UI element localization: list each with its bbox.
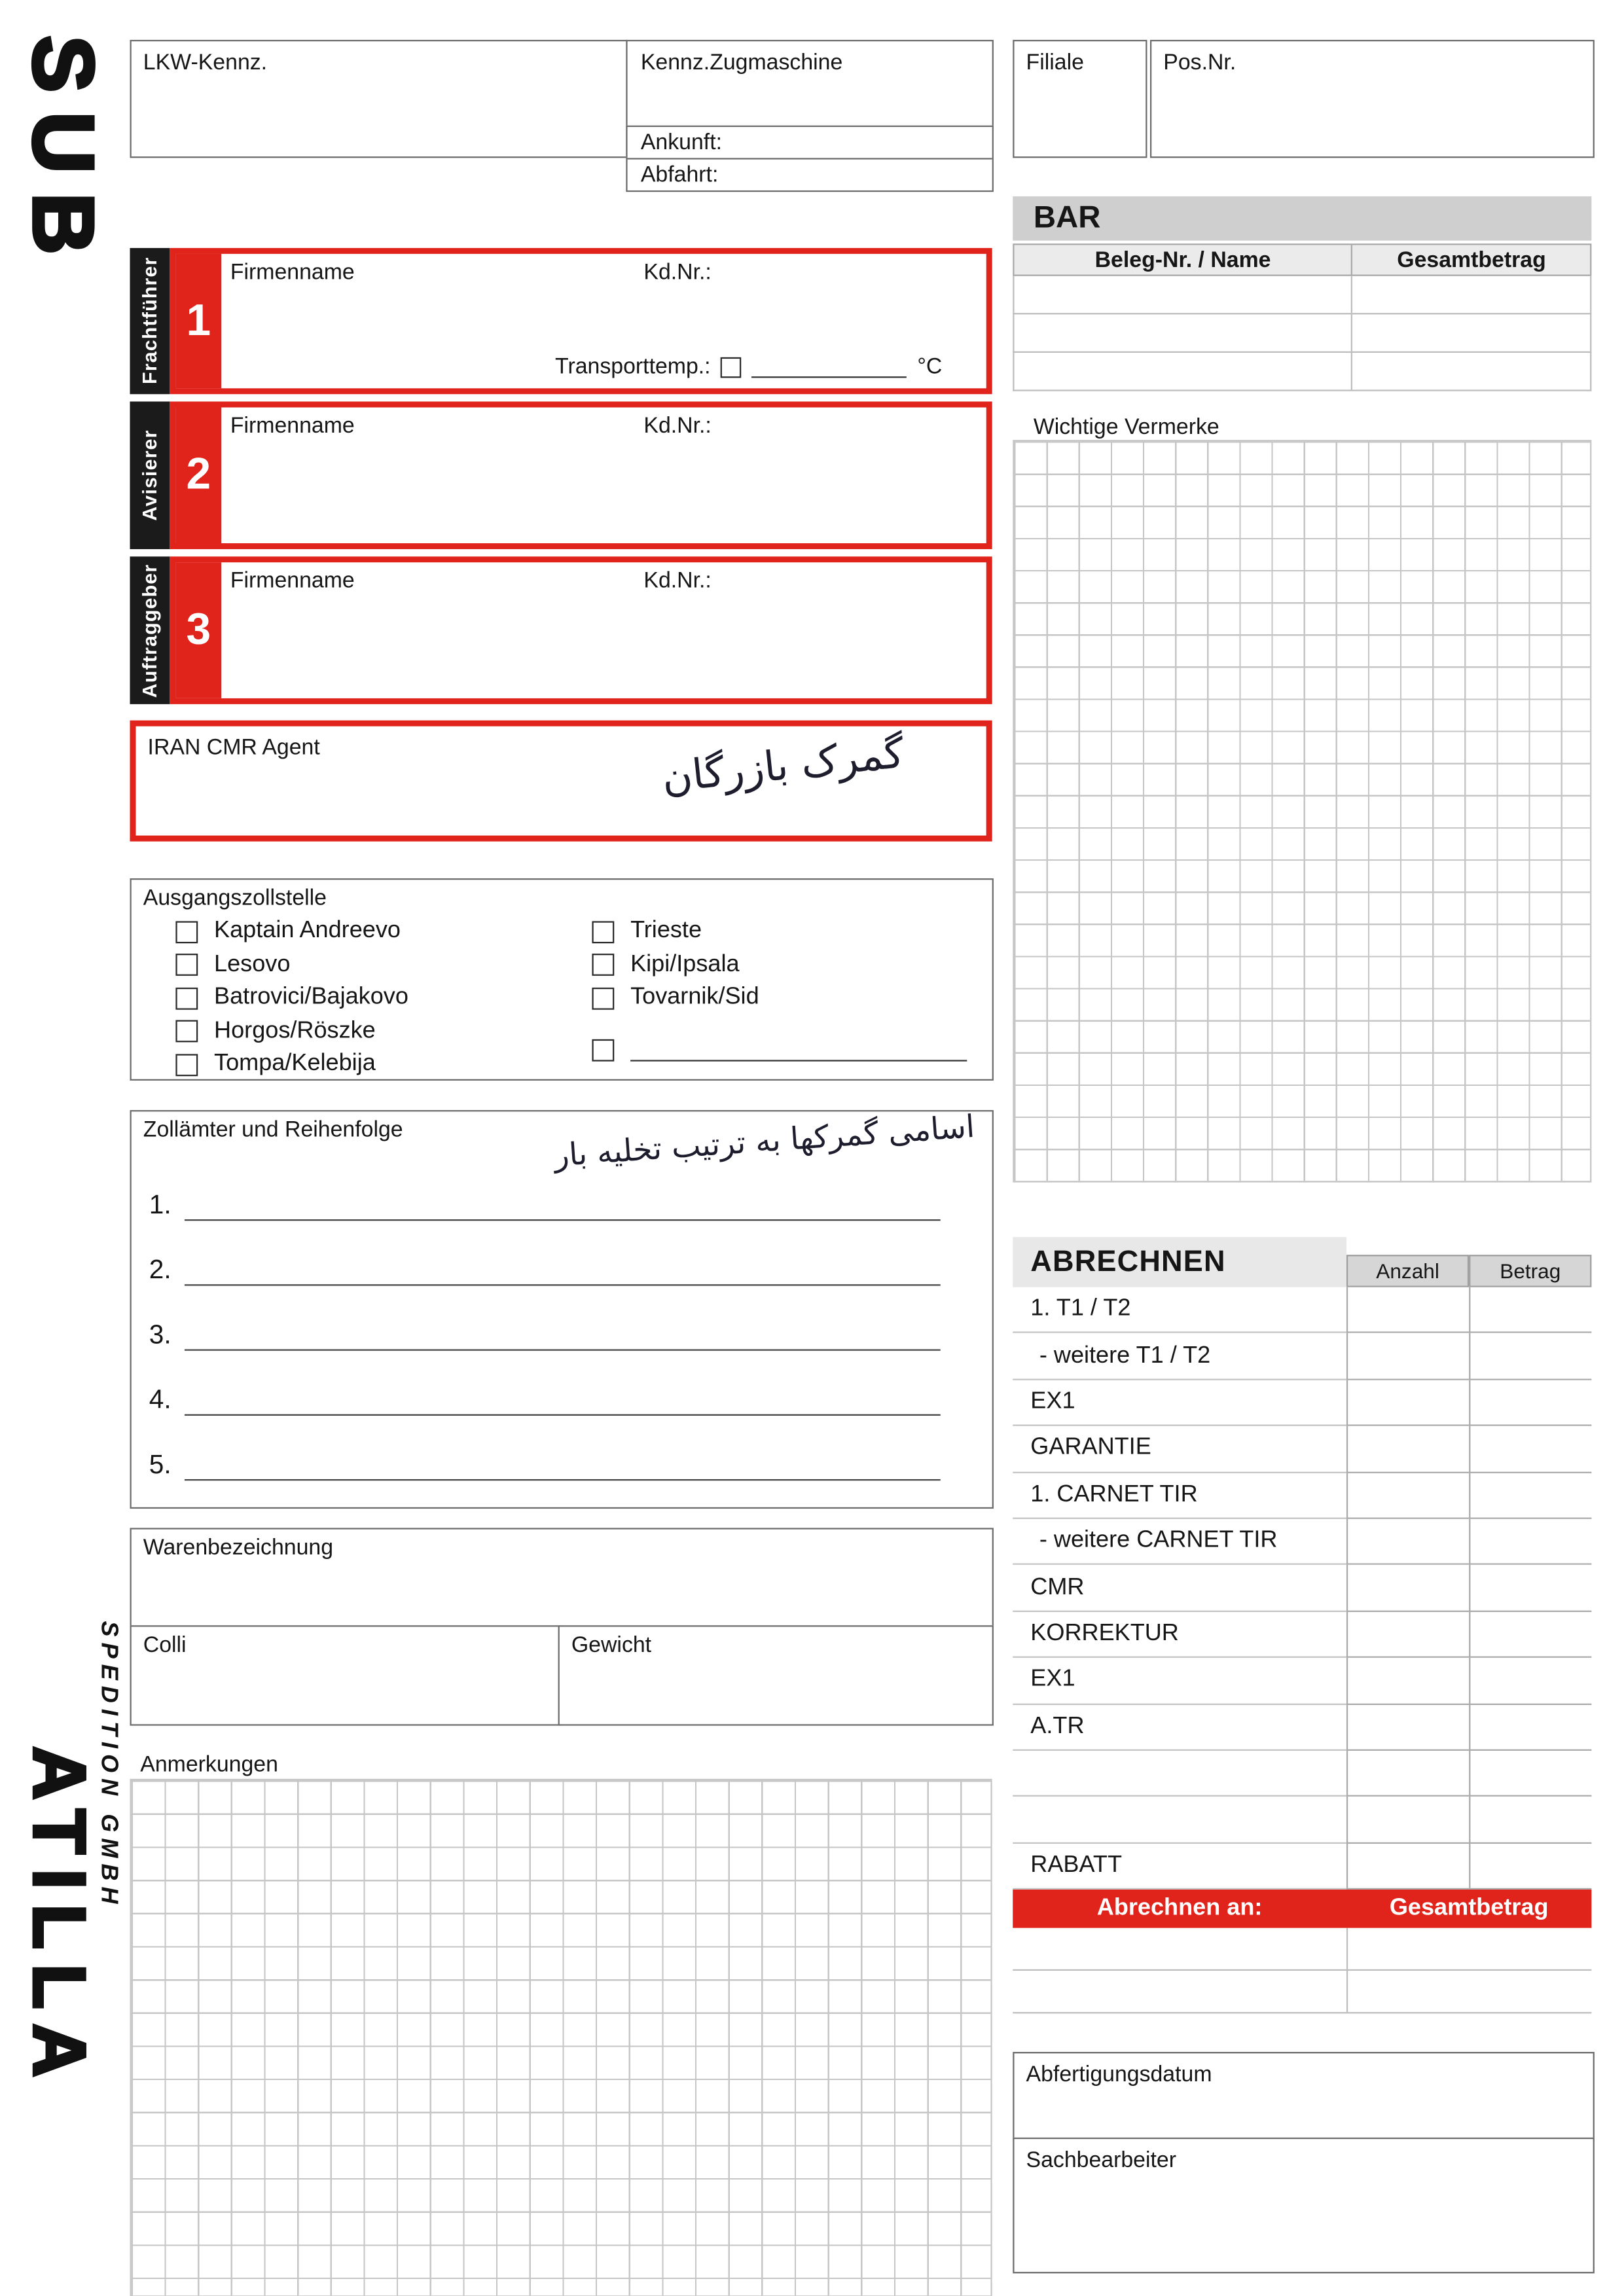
kdnr-label: Kd.Nr.: [643,568,712,594]
abrechnen-row [1013,1334,1591,1380]
gesamtbetrag-header: Gesamtbetrag [1352,245,1590,274]
checkbox-option-other [592,1034,967,1067]
bar-section-header [1013,196,1591,241]
frachtfuehrer-strip [130,248,170,394]
checkbox-label: Batrovici/Bajakovo [214,984,408,1011]
gesamtbetrag-cell[interactable] [1346,1971,1591,2012]
checkbox-option [175,1048,408,1081]
abrechnen-row-label: A.TR [1013,1704,1346,1751]
filiale-label: Filiale [1026,50,1084,76]
gesamtbetrag-label: Gesamtbetrag [1389,1895,1549,1921]
frachtfuehrer-field[interactable] [221,254,986,388]
section-number: 3 [175,562,221,698]
checkbox-option [592,948,967,982]
betrag-cell[interactable] [1469,1426,1591,1473]
wichtige-vermerke-label: Wichtige Vermerke [1033,414,1219,440]
anzahl-cell[interactable] [1346,1426,1469,1473]
abrechnen-row [1013,1287,1591,1334]
abrechnen-footer-row [1013,1971,1591,2013]
abfertigungsdatum-field[interactable] [1013,2052,1595,2140]
transporttemp-label: Transporttemp.: [555,354,711,380]
ausgangszollstelle-box [130,878,993,1081]
betrag-cell[interactable] [1469,1566,1591,1612]
betrag-cell[interactable] [1469,1519,1591,1566]
ankunft-abfahrt-box [626,126,994,192]
gewicht-label: Gewicht [571,1632,652,1658]
betrag-cell[interactable] [1469,1704,1591,1751]
abrechnen-row [1013,1843,1591,1890]
checkbox-label: Tovarnik/Sid [630,984,759,1011]
bar-row [1013,353,1591,391]
wichtige-vermerke-grid[interactable] [1013,440,1591,1182]
anzahl-cell[interactable] [1346,1843,1469,1890]
anzahl-cell[interactable] [1346,1287,1469,1334]
checkbox[interactable] [175,954,198,977]
sachbearbeiter-field[interactable] [1013,2138,1595,2274]
section-number: 1 [175,254,221,388]
abrechnen-section [1013,1237,1591,2014]
abrechnen-row [1013,1611,1591,1658]
avisierer-strip [130,401,170,549]
customs-line-3 [149,1316,941,1351]
zollstelle-column-2 [592,915,967,1067]
checkbox[interactable] [592,987,614,1009]
abrechnen-row-label: EX1 [1013,1380,1346,1426]
betrag-cell[interactable] [1469,1287,1591,1334]
line-number: 3. [149,1319,171,1350]
section-auftraggeber [170,556,992,704]
bar-beleg-cell[interactable] [1014,314,1351,351]
betrag-cell[interactable] [1469,1380,1591,1426]
zollaemter-handwriting: اسامی گمرکها به ترتیب تخلیه بار [552,1109,975,1174]
betrag-header: Betrag [1469,1255,1591,1287]
abrechnen-header [1013,1237,1591,1287]
checkbox[interactable] [175,987,198,1009]
checkbox-label: Trieste [630,918,702,944]
abrechnen-row-label: - weitere CARNET TIR [1013,1519,1346,1566]
betrag-cell[interactable] [1469,1843,1591,1890]
bar-table-header-row [1013,243,1591,276]
abrechnen-row-label [1013,1751,1346,1797]
abrechnen-an-bar [1013,1890,1591,1928]
write-line[interactable] [185,1388,941,1416]
transporttemp-write-line[interactable] [752,357,907,378]
betrag-cell[interactable] [1469,1473,1591,1519]
customs-line-5 [149,1445,941,1480]
anzahl-cell[interactable] [1346,1566,1469,1612]
other-write-line[interactable] [630,1041,967,1062]
section-frachtfuehrer [170,248,992,394]
checkbox-option [175,915,408,948]
anzahl-cell[interactable] [1346,1611,1469,1658]
checkbox-option [592,982,967,1015]
zollaemter-box [130,1110,993,1509]
checkbox[interactable] [175,1020,198,1043]
customs-line-4 [149,1380,941,1416]
checkbox-option [175,982,408,1015]
abrechnen-an-cell[interactable] [1013,1928,1346,1969]
checkbox-label: Kaptain Andreevo [214,918,401,944]
firmenname-label: Firmenname [230,413,355,439]
abrechnen-row-label: CMR [1013,1566,1346,1612]
checkbox-label: Tompa/Kelebija [214,1051,376,1077]
lkw-kennz-label: LKW-Kennz. [143,50,268,76]
sachbearbeiter-label: Sachbearbeiter [1026,2147,1176,2174]
atilla-logo: ATILLA [18,1746,101,2092]
customs-line-1 [149,1185,941,1221]
bar-betrag-cell[interactable] [1352,353,1590,389]
write-line[interactable] [185,1452,941,1480]
betrag-cell[interactable] [1469,1611,1591,1658]
posnr-field[interactable] [1150,40,1595,158]
firmenname-label: Firmenname [230,568,355,594]
abfahrt-label: Abfahrt: [640,162,719,188]
line-number: 1. [149,1189,171,1220]
anzahl-cell[interactable] [1346,1751,1469,1797]
anmerkungen-grid[interactable] [130,1779,992,2296]
checkbox[interactable] [592,921,614,943]
spedition-gmbh-label: SPEDITION GMBH [96,1621,121,1910]
customs-line-2 [149,1250,941,1285]
kdnr-label: Kd.Nr.: [643,413,712,439]
abrechnen-row-label: - weitere T1 / T2 [1013,1334,1346,1380]
checkbox-label: Horgos/Röszke [214,1018,376,1044]
abrechnen-row-label: KORREKTUR [1013,1611,1346,1658]
checkbox[interactable] [592,1039,614,1062]
betrag-cell[interactable] [1469,1797,1591,1844]
celsius-label: °C [917,354,943,380]
filiale-field[interactable] [1013,40,1147,158]
colli-label: Colli [143,1632,187,1658]
checkbox[interactable] [175,1054,198,1076]
anzahl-cell[interactable] [1346,1473,1469,1519]
abrechnen-row [1013,1751,1591,1797]
abrechnen-row [1013,1473,1591,1519]
write-line[interactable] [185,1193,941,1221]
abrechnen-row-label: EX1 [1013,1658,1346,1704]
bar-title: BAR [1033,200,1101,235]
zollaemter-label: Zollämter und Reihenfolge [143,1117,403,1143]
auftraggeber-label: Auftraggeber [139,563,161,698]
iran-cmr-agent-label: IRAN CMR Agent [147,735,320,761]
betrag-cell[interactable] [1469,1751,1591,1797]
abrechnen-row [1013,1797,1591,1844]
anmerkungen-label: Anmerkungen [140,1752,278,1778]
abrechnen-row [1013,1658,1591,1704]
checkbox-option [175,948,408,982]
checkbox-label: Lesovo [214,952,291,977]
ankunft-field[interactable] [628,127,992,158]
transporttemp-checkbox[interactable] [721,357,742,378]
abrechnen-row-label: RABATT [1013,1843,1346,1890]
ankunft-label: Ankunft: [640,130,723,155]
abrechnen-an-cell[interactable] [1013,1971,1346,2012]
bar-row [1013,276,1591,315]
line-number: 5. [149,1449,171,1479]
avisierer-field[interactable] [221,408,986,544]
anzahl-cell[interactable] [1346,1380,1469,1426]
kennz-zugmaschine-label: Kennz.Zugmaschine [640,50,843,76]
betrag-cell[interactable] [1469,1658,1591,1704]
colli-field[interactable] [130,1625,561,1725]
checkbox-option [175,1015,408,1049]
frachtfuehrer-label: Frachtführer [139,257,161,385]
betrag-cell[interactable] [1469,1334,1591,1380]
checkbox-option [592,915,967,948]
section-avisierer [170,401,992,549]
anzahl-cell[interactable] [1346,1658,1469,1704]
gesamtbetrag-cell[interactable] [1346,1928,1591,1969]
bar-betrag-cell[interactable] [1352,276,1590,313]
beleg-nr-name-header: Beleg-Nr. / Name [1094,247,1271,273]
sub-logo: SUB [14,35,111,274]
warenbezeichnung-field[interactable] [130,1528,993,1628]
iran-cmr-agent-field[interactable] [130,721,992,842]
bar-beleg-cell[interactable] [1014,353,1351,389]
abrechnen-title: ABRECHNEN [1013,1237,1346,1287]
checkbox-label: Kipi/Ipsala [630,952,740,977]
ausgangszollstelle-label: Ausgangszollstelle [143,886,327,911]
posnr-label: Pos.Nr. [1163,50,1236,76]
auftraggeber-strip [130,556,170,704]
transporttemp-row [555,354,942,379]
checkbox[interactable] [175,921,198,943]
anzahl-cell[interactable] [1346,1704,1469,1751]
abrechnen-row [1013,1380,1591,1426]
bar-betrag-cell[interactable] [1352,314,1590,351]
gewicht-field[interactable] [558,1625,994,1725]
abrechnen-row-label [1013,1797,1346,1844]
anzahl-header: Anzahl [1346,1255,1469,1287]
abrechnen-row-label: 1. T1 / T2 [1013,1287,1346,1334]
zollstelle-column-1 [175,915,408,1081]
abfahrt-field[interactable] [628,158,992,190]
abrechnen-row [1013,1704,1591,1751]
bar-row [1013,314,1591,353]
kdnr-label: Kd.Nr.: [643,259,712,285]
abrechnen-an-label: Abrechnen an: [1096,1895,1263,1921]
bar-table [1013,243,1591,391]
warenbezeichnung-label: Warenbezeichnung [143,1535,334,1561]
avisierer-label: Avisierer [139,429,161,521]
abrechnen-row-label: GARANTIE [1013,1426,1346,1473]
anzahl-cell[interactable] [1346,1334,1469,1380]
auftraggeber-field[interactable] [221,562,986,698]
abrechnen-footer-row [1013,1928,1591,1971]
checkbox[interactable] [592,954,614,977]
anzahl-cell[interactable] [1346,1797,1469,1844]
firmenname-label: Firmenname [230,259,355,285]
abrechnen-row-label: 1. CARNET TIR [1013,1473,1346,1519]
line-number: 2. [149,1255,171,1285]
abrechnen-row [1013,1566,1591,1612]
abrechnen-row [1013,1519,1591,1566]
write-line[interactable] [185,1258,941,1286]
write-line[interactable] [185,1323,941,1351]
anzahl-cell[interactable] [1346,1519,1469,1566]
iran-handwriting: گمرک بازرگان [660,728,907,802]
abfertigungsdatum-label: Abfertigungsdatum [1026,2062,1212,2088]
line-number: 4. [149,1384,171,1414]
section-number: 2 [175,408,221,544]
abrechnen-row [1013,1426,1591,1473]
bar-beleg-cell[interactable] [1014,276,1351,313]
